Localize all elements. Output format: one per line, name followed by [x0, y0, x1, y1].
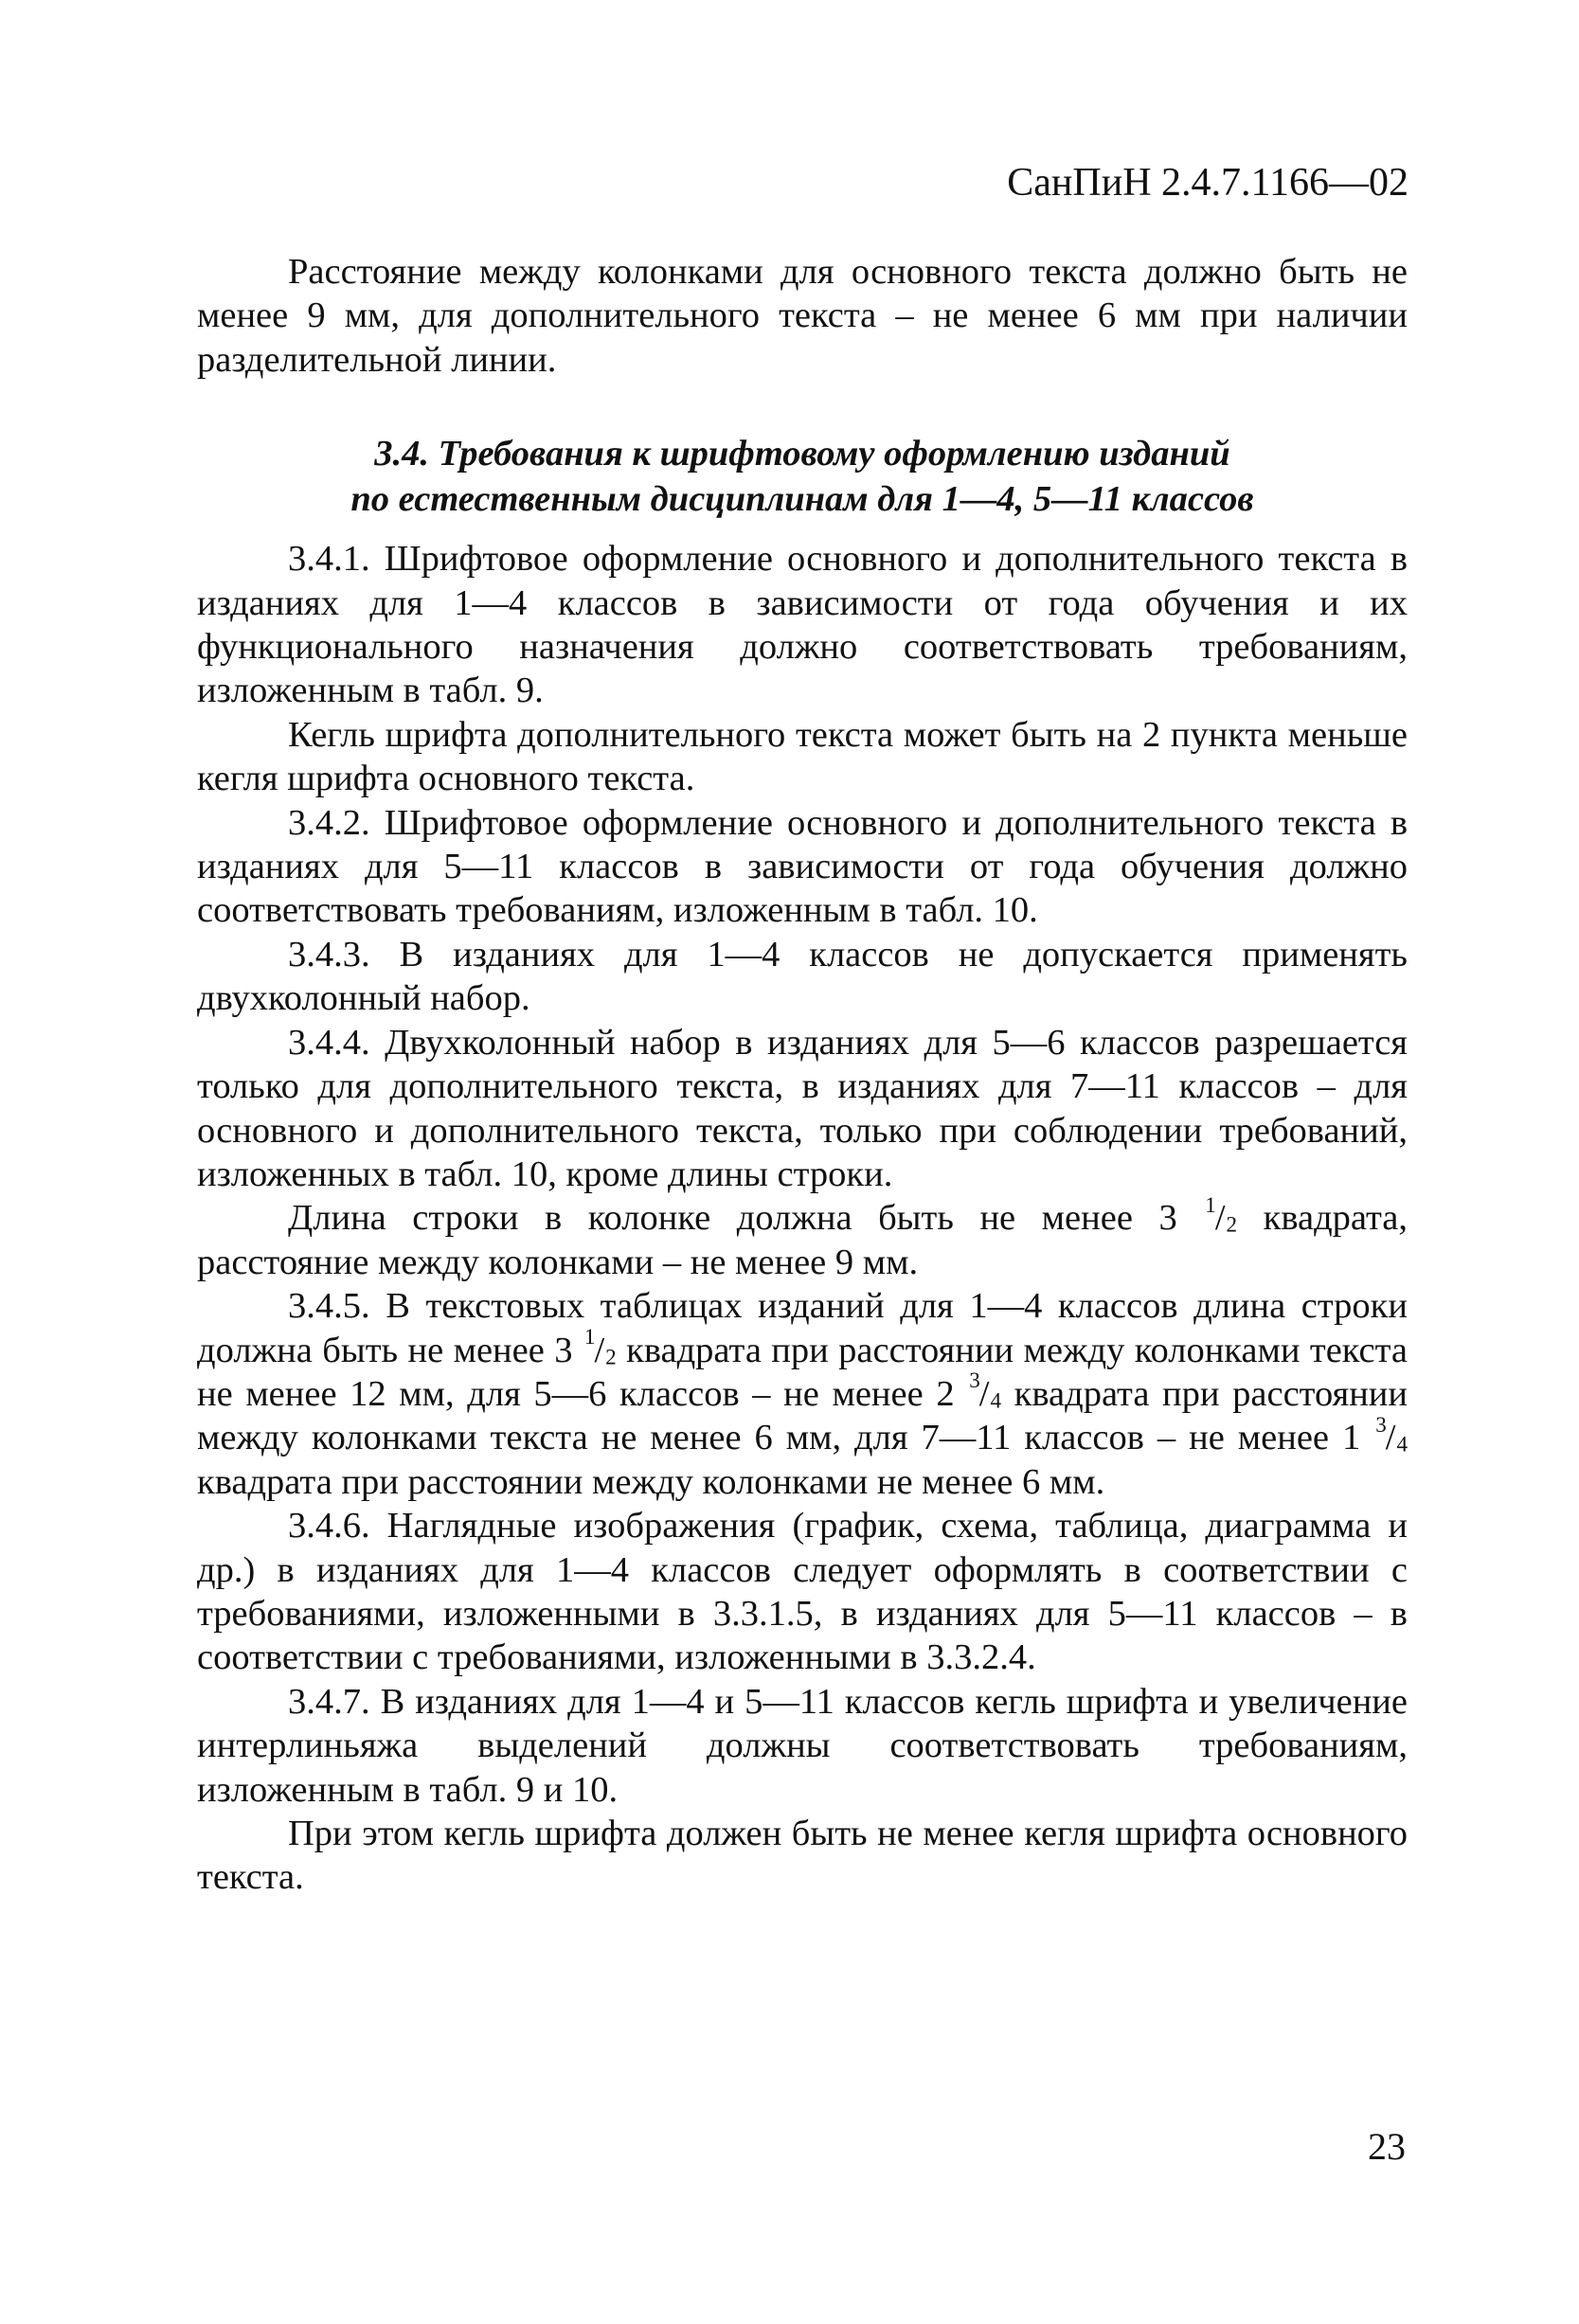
fraction-one-half: $^1/_2$ — [1205, 1191, 1238, 1239]
paragraph-3-4-7: 3.4.7. В изданиях для 1—4 и 5—11 классов кегль шрифта и увеличение интерлиньяжа выделений должны соответствовать требованиям, изложенным в табл. 9 и 10. — [197, 1681, 1408, 1810]
paragraph-3-4-2: 3.4.2. Шрифтовое оформление основного и дополнительного текста в изданиях для 5—11 классов в зависимости от года обучения должно соответствовать требованиям, изложенным в табл. 10. — [197, 802, 1408, 931]
paragraph-3-4-4: 3.4.4. Двухколонный набор в изданиях для 5—6 классов разрешается только для дополнительного текста, в изданиях для 7—11 классов – для основного и дополнительного текста, только при соблюдении требований, изложенных в табл. 10, кроме длины строки. — [197, 1022, 1408, 1194]
section-heading-3-4 — [197, 431, 1408, 522]
paragraph-3-4-4-line-length — [197, 1191, 1409, 1284]
text-fragment: квадрата, расстояние между колонками – не менее 9 мм. — [197, 1198, 1409, 1282]
document-code-header: СанПиН 2.4.7.1166—02 — [1007, 161, 1409, 205]
document-body — [197, 250, 1408, 1900]
section-heading-line-1: 3.4. Требования к шрифтовому оформлению изданий — [374, 434, 1230, 474]
page-number: 23 — [1368, 2125, 1406, 2168]
paragraph-3-4-3: 3.4.3. В изданиях для 1—4 классов не допускается применять двухколонный набор. — [197, 934, 1408, 1019]
text-fragment: квадрата при расстоянии между колонками текста не менее 12 мм, для 5—6 классов – не менее 2 — [197, 1330, 1409, 1414]
paragraph-3-4-1-note: Кегль шрифта дополнительного текста может быть на 2 пункта меньше кегля шрифта основного текста. — [197, 714, 1408, 799]
text-fragment: 3.4.5. В текстовых таблицах изданий для 1—4 классов длина строки должна быть не менее 3 — [197, 1286, 1408, 1370]
text-fragment: квадрата при расстоянии между колонками не менее 6 мм. — [197, 1461, 1105, 1502]
text-fragment: квадрата при расстоянии между колонками текста не менее 6 мм, для 7—11 классов – не менее 1 — [197, 1373, 1409, 1458]
section-heading-line-2: по естественным дисциплинам для 1—4, 5—11 классов — [350, 479, 1254, 520]
fraction-one-half: $^1/_2$ — [583, 1324, 617, 1370]
paragraph-3-4-6: 3.4.6. Наглядные изображения (график, схема, таблица, диаграмма и др.) в изданиях для 1—4 классов следует оформлять в соответствии с требованиями, изложенными в 3.3.1.5, в изданиях для 5—11 классов – в соответствии с требованиями, изложенными в 3.3.2.4. — [197, 1506, 1408, 1678]
paragraph-3-4-7-note: При этом кегль шрифта должен быть не менее кегля шрифта основного текста. — [197, 1814, 1408, 1898]
paragraph-3-4-1: 3.4.1. Шрифтовое оформление основного и дополнительного текста в изданиях для 1—4 классов в зависимости от года обучения и их функционального назначения должно соответствовать требованиям, изложенным в табл. 9. — [197, 539, 1408, 711]
paragraph-3-4-5 — [197, 1284, 1408, 1504]
paragraph-column-spacing: Расстояние между колонками для основного текста должно быть не менее 9 мм, для дополнительного текста – не менее 6 мм при наличии разделительной линии. — [197, 252, 1408, 380]
fraction-three-quarters: $^3/_4$ — [969, 1368, 1002, 1414]
fraction-three-quarters: $^3/_4$ — [1375, 1411, 1408, 1458]
text-fragment: Длина строки в колонке должна быть не менее 3 — [288, 1198, 1177, 1239]
